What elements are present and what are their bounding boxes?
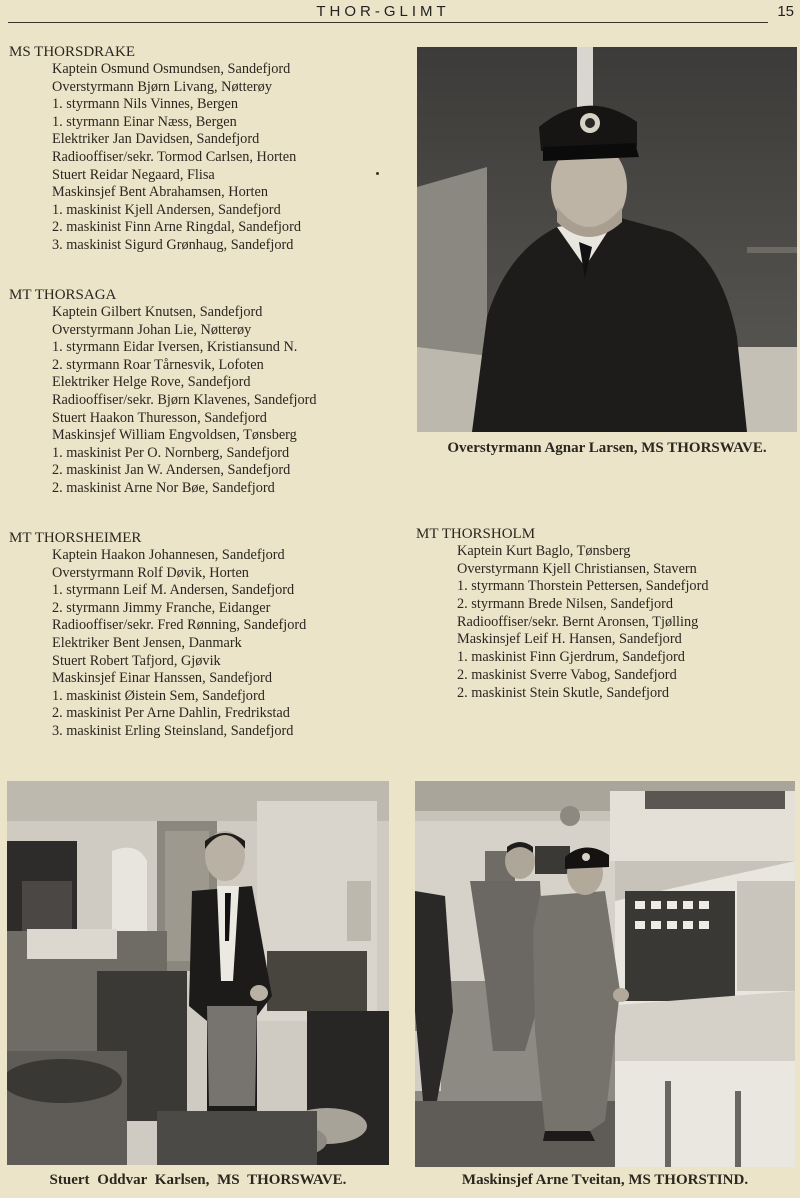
- crew-section-thorsholm: [416, 525, 800, 702]
- crew-list: [9, 547, 409, 741]
- crew-member: Overstyrmann Bjørn Livang, Nøtterøy: [52, 78, 272, 95]
- running-header: [8, 0, 798, 26]
- crew-member: Elektriker Bent Jensen, Danmark: [52, 634, 242, 651]
- crew-member: 3. maskinist Sigurd Grønhaug, Sandefjord: [52, 236, 294, 253]
- crew-member: Kaptein Haakon Johannesen, Sandefjord: [52, 547, 285, 563]
- crew-member: Overstyrmann Kjell Christiansen, Stavern: [457, 560, 697, 577]
- ship-name: MS THORSDRAKE: [9, 44, 135, 60]
- crew-member: 2. maskinist Sverre Vabog, Sandefjord: [457, 666, 677, 683]
- crew-section-thorsdrake: [9, 43, 409, 255]
- header-rule: [8, 22, 768, 23]
- crew-member: 1. styrmann Leif M. Andersen, Sandefjord: [52, 582, 295, 599]
- steward-galley-photo: [7, 781, 389, 1165]
- crew-member: Maskinsjef Bent Abrahamsen, Horten: [52, 184, 268, 201]
- ship-name: MT THORSHEIMER: [9, 530, 142, 546]
- crew-member: 2. maskinist Stein Skutle, Sandefjord: [457, 684, 670, 701]
- ship-name: MT THORSHOLM: [416, 526, 536, 542]
- officer-portrait-photo: [417, 47, 797, 432]
- magazine-title: THOR-GLIMT: [316, 3, 450, 20]
- crew-member: Stuert Reidar Negaard, Flisa: [52, 166, 215, 183]
- officer-photo-caption: Overstyrmann Agnar Larsen, MS THORSWAVE.: [447, 440, 767, 456]
- crew-member: Stuert Robert Tafjord, Gjøvik: [52, 652, 221, 669]
- crew-member: 2. styrmann Roar Tårnesvik, Lofoten: [52, 356, 264, 373]
- crew-member: Maskinsjef Einar Hanssen, Sandefjord: [52, 670, 272, 687]
- crew-section-thorsheimer: [9, 529, 409, 741]
- crew-member: Radiooffiser/sekr. Bjørn Klavenes, Sandefjord: [52, 391, 317, 408]
- crew-member: Radiooffiser/sekr. Tormod Carlsen, Horten: [52, 148, 297, 165]
- crew-member: 2. styrmann Jimmy Franche, Eidanger: [52, 599, 271, 616]
- page-number: 15: [777, 3, 794, 20]
- crew-member: Overstyrmann Rolf Døvik, Horten: [52, 564, 249, 581]
- crew-member: 1. styrmann Einar Næss, Bergen: [52, 113, 237, 130]
- crew-member: Maskinsjef William Engvoldsen, Tønsberg: [52, 427, 297, 444]
- crew-member: Kaptein Gilbert Knutsen, Sandefjord: [52, 304, 263, 320]
- engine-room-photo: [415, 781, 795, 1167]
- crew-member: 2. maskinist Per Arne Dahlin, Fredrikstad: [52, 705, 290, 722]
- crew-member: Elektriker Jan Davidsen, Sandefjord: [52, 131, 260, 148]
- crew-member: 1. maskinist Finn Gjerdrum, Sandefjord: [457, 649, 685, 666]
- crew-member: 1. styrmann Nils Vinnes, Bergen: [52, 96, 239, 113]
- crew-member: 2. styrmann Brede Nilsen, Sandefjord: [457, 596, 673, 613]
- crew-member: 1. maskinist Øistein Sem, Sandefjord: [52, 687, 265, 704]
- crew-member: Radiooffiser/sekr. Fred Rønning, Sandefjord: [52, 617, 307, 634]
- crew-member: Maskinsjef Leif H. Hansen, Sandefjord: [457, 631, 682, 648]
- crew-member: 2. maskinist Jan W. Andersen, Sandefjord: [52, 462, 291, 479]
- crew-member: Kaptein Kurt Baglo, Tønsberg: [457, 543, 631, 559]
- crew-list: [9, 61, 409, 255]
- crew-section-thorsaga: [9, 286, 409, 498]
- crew-member: 1. maskinist Kjell Andersen, Sandefjord: [52, 201, 281, 218]
- crew-member: Elektriker Helge Rove, Sandefjord: [52, 374, 251, 391]
- crew-member: 1. styrmann Thorstein Pettersen, Sandefjord: [457, 578, 709, 595]
- crew-member: 2. maskinist Arne Nor Bøe, Sandefjord: [52, 479, 275, 496]
- crew-member: 2. maskinist Finn Arne Ringdal, Sandefjord: [52, 219, 301, 236]
- crew-member: Radiooffiser/sekr. Bernt Aronsen, Tjølling: [457, 613, 699, 630]
- ship-name: MT THORSAGA: [9, 287, 117, 303]
- crew-list: [416, 543, 800, 702]
- crew-member: Overstyrmann Johan Lie, Nøtterøy: [52, 321, 252, 338]
- crew-member: 1. styrmann Eidar Iversen, Kristiansund N.: [52, 339, 298, 356]
- print-speck: [376, 172, 379, 175]
- crew-member: Kaptein Osmund Osmundsen, Sandefjord: [52, 61, 291, 77]
- engine-room-photo-caption: Maskinsjef Arne Tveitan, MS THORSTIND.: [461, 1172, 749, 1188]
- crew-member: 3. maskinist Erling Steinsland, Sandefjord: [52, 722, 294, 739]
- steward-photo-caption: Stuert Oddvar Karlsen, MS THORSWAVE.: [49, 1172, 347, 1188]
- crew-member: Stuert Haakon Thuresson, Sandefjord: [52, 409, 267, 426]
- crew-list: [9, 304, 409, 498]
- crew-member: 1. maskinist Per O. Nornberg, Sandefjord: [52, 444, 290, 461]
